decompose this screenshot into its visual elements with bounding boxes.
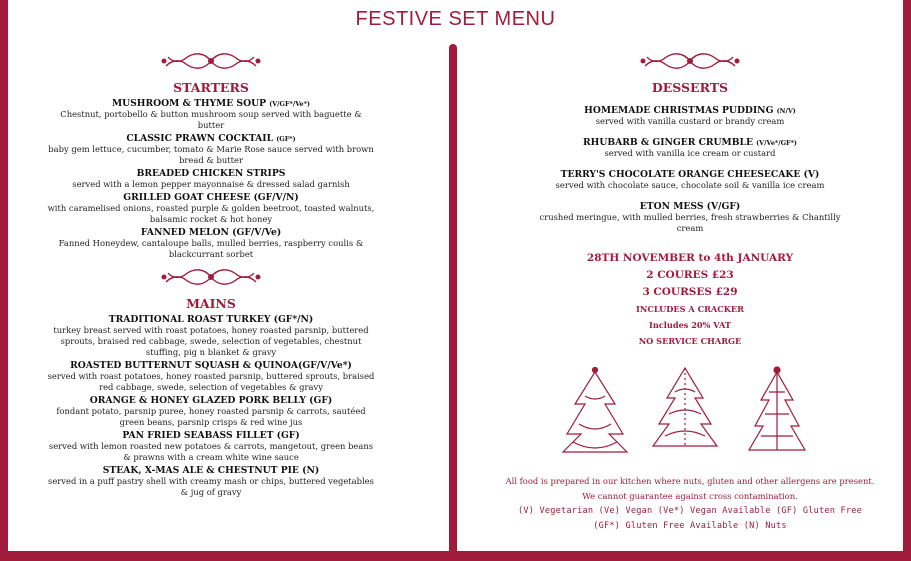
mains-heading: MAINS — [186, 296, 236, 311]
allergen-disclaimer: We cannot guarantee against cross contamination. — [582, 491, 798, 501]
christmas-trees — [555, 364, 815, 459]
right-border — [903, 0, 911, 561]
christmas-tree-icon — [563, 368, 627, 453]
item-tag: (GF*) — [276, 135, 296, 143]
item-description: served with vanilla custard or brandy cream — [595, 116, 785, 126]
item-tag: (V/Ve*/GF*) — [756, 139, 797, 147]
item-description: served with roast potatoes, honey roasted parsnip, buttered sprouts, braised red cabbage, swede, selection of vegetables & gravy — [47, 371, 375, 392]
item-name: ETON MESS (V/GF) — [639, 201, 741, 212]
left-panel — [46, 44, 376, 500]
item-name: MUSHROOM & THYME SOUP — [111, 98, 266, 109]
item-name: PAN FRIED SEABASS FILLET (GF) — [122, 430, 300, 441]
center-divider — [449, 44, 457, 555]
item-name: BREADED CHICKEN STRIPS — [136, 168, 286, 179]
scroll-ornament-icon — [156, 264, 266, 290]
item-name: FANNED MELON (GF/V/Ve) — [140, 227, 282, 238]
main-item — [46, 430, 376, 463]
right-panel — [535, 44, 845, 346]
vat-note: Includes 20% VAT — [649, 320, 731, 330]
allergen-notice: All food is prepared in our kitchen where nuts, gluten and other allergens are present. — [505, 476, 875, 486]
item-name: TRADITIONAL ROAST TURKEY (GF*/N) — [108, 314, 314, 325]
item-description: Fanned Honeydew, cantaloupe balls, mulled berries, raspberry coulis & blackcurrant sorbet — [58, 238, 364, 259]
item-name: ROASTED BUTTERNUT SQUASH & QUINOA(GF/V/Ve*) — [70, 360, 352, 371]
item-description: crushed meringue, with mulled berries, fresh strawberries & Chantilly cream — [539, 212, 841, 233]
cracker-note: INCLUDES A CRACKER — [636, 304, 744, 314]
main-item — [46, 465, 376, 498]
main-item — [46, 395, 376, 428]
item-name: STEAK, X-MAS ALE & CHESTNUT PIE (N) — [102, 465, 320, 476]
dietary-key: (V) Vegetarian (Ve) Vegan (Ve*) Vegan Available (GF) Gluten Free — [518, 506, 862, 516]
christmas-tree-icon — [653, 368, 717, 446]
starter-item — [46, 98, 376, 131]
item-description: baby gem lettuce, cucumber, tomato & Marie Rose sauce served with brown bread & butter — [48, 144, 374, 165]
dessert-item — [535, 169, 845, 191]
item-tag: (V/GF*/Ve*) — [269, 100, 310, 108]
menu-title: FESTIVE SET MENU — [355, 8, 556, 30]
dessert-item — [535, 137, 845, 159]
two-course-price: 2 COURES £23 — [646, 269, 734, 281]
item-name: TERRY'S CHOCOLATE ORANGE CHEESECAKE (V) — [560, 169, 820, 180]
scroll-ornament-icon — [156, 48, 266, 74]
item-description: served with lemon roasted new potatoes & carrots, mangetout, green beans & prawns with a cream white wine sauce — [48, 441, 374, 462]
item-description: turkey breast served with roast potatoes, honey roasted parsnip, buttered sprouts, braised red cabbage, swede, selection of vegetables, chestnut stuffing, pig n blanket & gravy — [53, 325, 369, 357]
starter-item — [46, 133, 376, 166]
item-name: RHUBARB & GINGER CRUMBLE — [583, 137, 753, 148]
item-name: GRILLED GOAT CHEESE (GF/V/N) — [123, 192, 299, 203]
starter-item — [46, 227, 376, 260]
desserts-heading: DESSERTS — [651, 80, 729, 95]
left-border — [0, 0, 8, 561]
item-name: ORANGE & HONEY GLAZED PORK BELLY (GF) — [89, 395, 333, 406]
scroll-ornament-icon — [635, 48, 745, 74]
offer-info — [535, 252, 845, 346]
item-description: with caramelised onions, roasted purple & golden beetroot, toasted walnuts, balsamic rocket & hot honey — [47, 203, 375, 224]
three-course-price: 3 COURSES £29 — [642, 286, 738, 298]
starters-heading: STARTERS — [173, 80, 249, 95]
item-name: CLASSIC PRAWN COCKTAIL — [126, 133, 274, 144]
item-tag: (N/V) — [776, 107, 796, 115]
allergen-footer — [500, 474, 880, 534]
service-note: NO SERVICE CHARGE — [638, 336, 742, 346]
dietary-key-continued: (GF*) Gluten Free Available (N) Nuts — [593, 521, 787, 531]
dessert-item — [535, 201, 845, 234]
starter-item — [46, 168, 376, 190]
starter-item — [46, 192, 376, 225]
item-description: served with chocolate sauce, chocolate soil & vanilla ice cream — [555, 180, 825, 190]
item-description: fondant potato, parsnip puree, honey roasted parsnip & carrots, sautéed green beans, parsnip crisps & red wine jus — [56, 406, 366, 427]
item-description: served in a puff pastry shell with creamy mash or chips, buttered vegetables & jug of gravy — [48, 476, 374, 497]
item-name: HOMEMADE CHRISTMAS PUDDING — [584, 105, 774, 116]
main-item — [46, 314, 376, 358]
dessert-item — [535, 105, 845, 127]
item-description: served with a lemon pepper mayonnaise & dressed salad garnish — [72, 179, 350, 189]
offer-dates: 28TH NOVEMBER to 4th JANUARY — [586, 252, 794, 264]
christmas-tree-icon — [749, 367, 805, 450]
main-item — [46, 360, 376, 393]
item-description: served with vanilla ice cream or custard — [604, 148, 776, 158]
item-description: Chestnut, portobello & button mushroom soup served with baguette & butter — [60, 109, 362, 130]
